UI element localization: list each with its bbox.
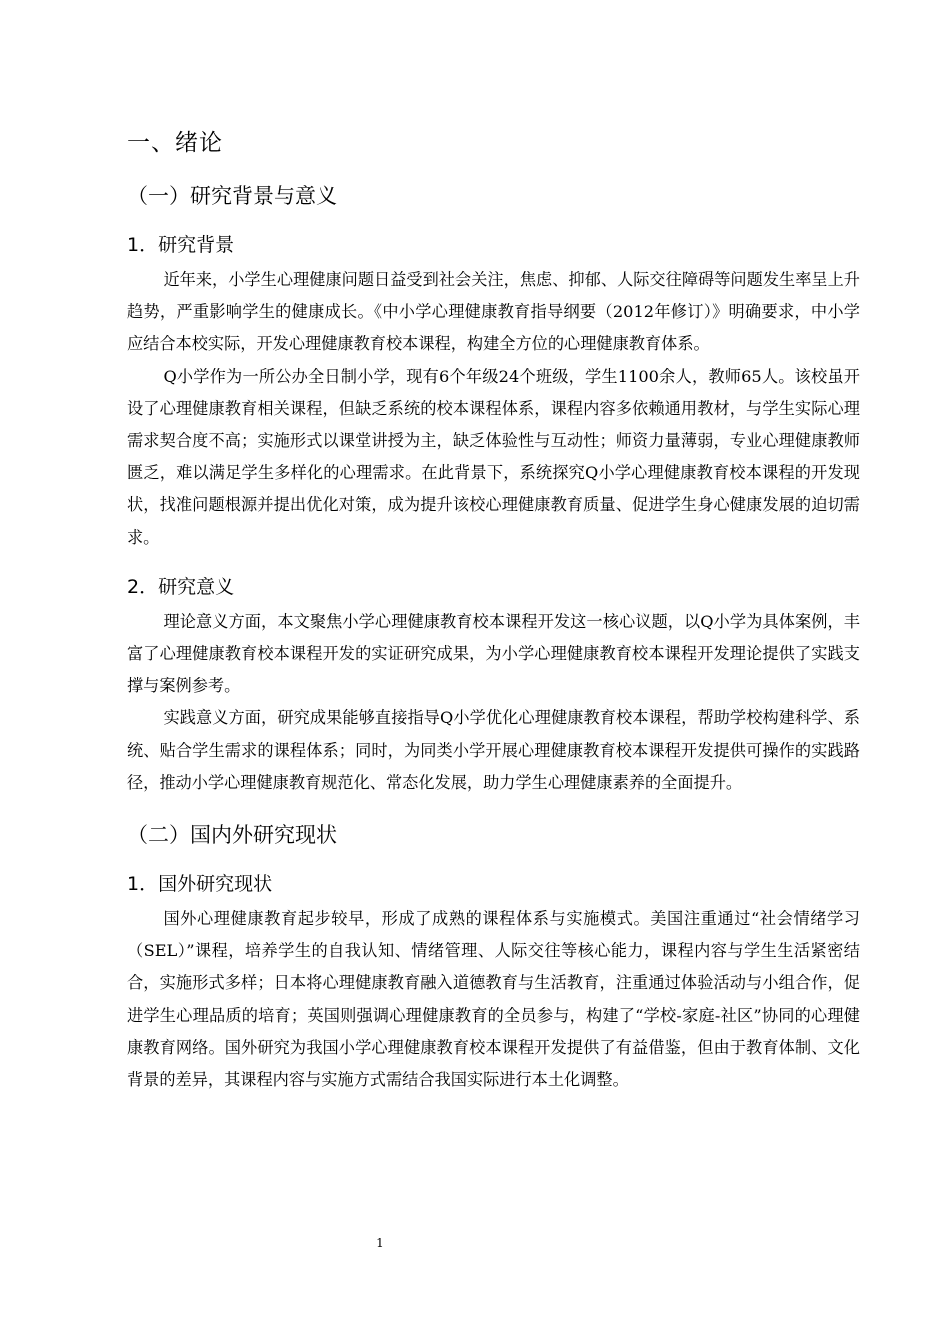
section-heading-research-status: （二）国内外研究现状 [127,823,337,848]
section-heading-background: （一）研究背景与意义 [127,184,337,208]
subsection-heading-research-background: 1．研究背景 [127,234,235,256]
chapter-heading: 一、绪论 [127,130,223,156]
paragraph: 国外心理健康教育起步较早，形成了成熟的课程体系与实施模式。美国注重通过“社会情绪学习（SEL）”课程，培养学生的自我认知、情绪管理、人际交往等核心能力，课程内容与学生生活紧密结合，实施形式多样；日本将心理健康教育融入道德教育与生活教育，注重通过体验活动与小组合作，促进学生心理品质的培育；英国则强调心理健康教育的全员参与，构建了“学校-家庭-社区”协同的心理健康教育网络。国外研究为我国小学心理健康教育校本课程开发提供了有益借鉴，但由于教育体制、文化背景的差异，其课程内容与实施方式需结合我国实际进行本土化调整。 [127,909,860,1090]
page-number: 1 [376,1236,384,1250]
subsection-heading-foreign-research: 1．国外研究现状 [127,873,273,896]
page-content [127,126,860,1096]
subsection-heading-research-significance: 2．研究意义 [127,575,235,598]
paragraph: Q小学作为一所公办全日制小学，现有6个年级24个班级，学生1100余人，教师65人。该校虽开设了心理健康教育相关课程，但缺乏系统的校本课程体系，课程内容多依赖通用教材，与学生实际心理需求契合度不高；实施形式以课堂讲授为主，缺乏体验性与互动性；师资力量薄弱，专业心理健康教师匮乏，难以满足学生多样化的心理需求。在此背景下，系统探究Q小学心理健康教育校本课程的开发现状，找准问题根源并提出优化对策，成为提升该校心理健康教育质量、促进学生身心健康发展的迫切需求。 [127,366,860,547]
paragraph: 近年来，小学生心理健康问题日益受到社会关注，焦虑、抑郁、人际交往障碍等问题发生率呈上升趋势，严重影响学生的健康成长。《中小学心理健康教育指导纲要（2012年修订）》明确要求，中小学应结合本校实际，开发心理健康教育校本课程，构建全方位的心理健康教育体系。 [127,270,860,354]
paragraph: 实践意义方面，研究成果能够直接指导Q小学优化心理健康教育校本课程，帮助学校构建科学、系统、贴合学生需求的课程体系；同时，为同类小学开展心理健康教育校本课程开发提供可操作的实践路径，推动小学心理健康教育规范化、常态化发展，助力学生心理健康素养的全面提升。 [127,708,860,792]
paragraph: 理论意义方面，本文聚焦小学心理健康教育校本课程开发这一核心议题，以Q小学为具体案例，丰富了心理健康教育校本课程开发的实证研究成果，为小学心理健康教育校本课程开发理论提供了实践支撑与案例参考。 [127,611,860,696]
